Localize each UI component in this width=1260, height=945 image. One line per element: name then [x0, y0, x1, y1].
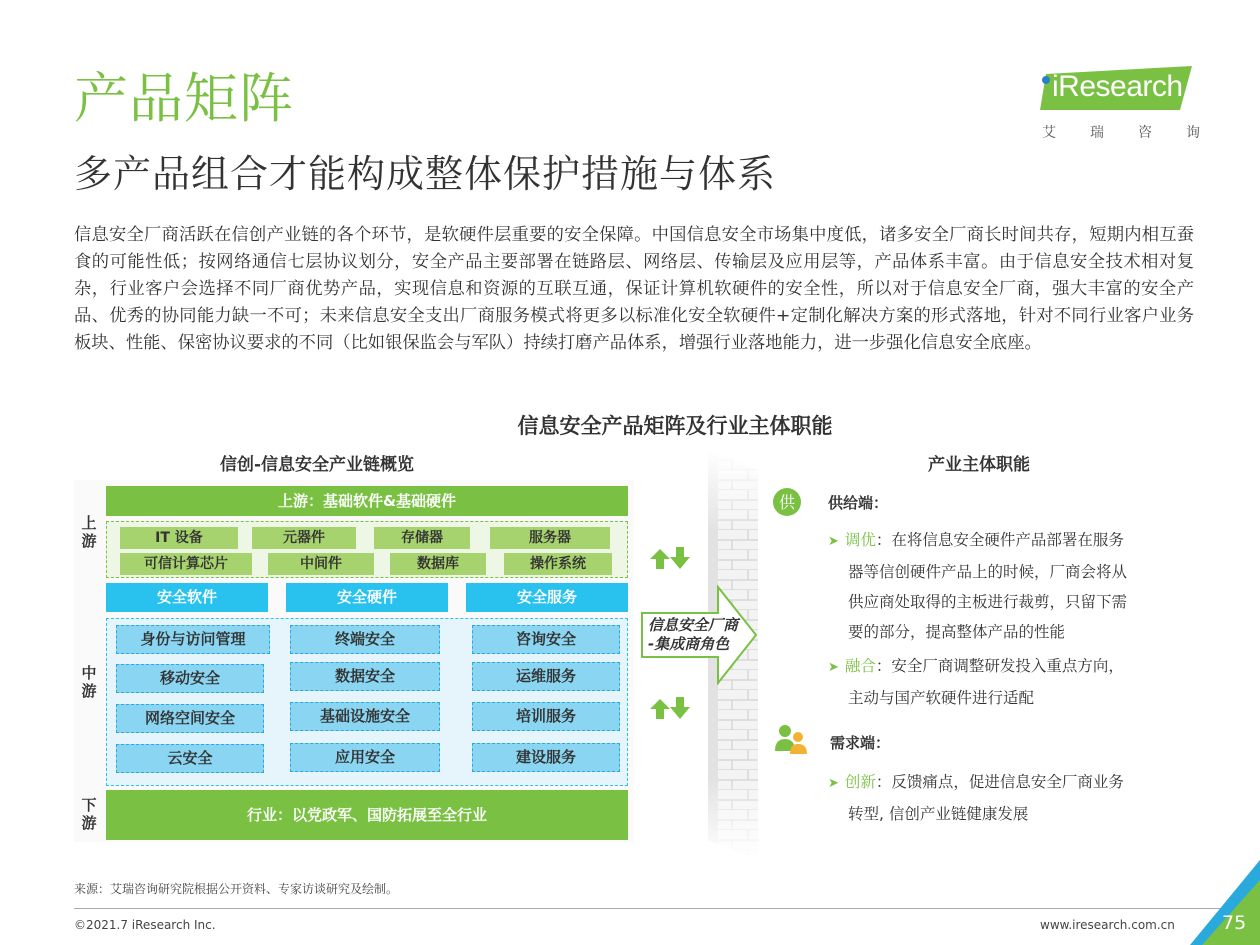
users-icon: [774, 723, 808, 755]
logo-cn-char: 咨: [1138, 125, 1152, 141]
logo-cn-text: [1042, 122, 1200, 142]
stage-label-down: [78, 796, 100, 832]
bullet-text: ：反馈痛点，促进信息安全厂商业务: [875, 773, 1124, 791]
role-label-line: -集成商角色: [648, 635, 730, 653]
security-service-item: 建设服务: [472, 743, 620, 772]
security-hardware-item: 应用安全: [290, 743, 440, 772]
copyright: ©2021.7 iResearch Inc.: [74, 918, 216, 932]
bullet-arrow-icon: ➤: [828, 776, 839, 791]
supply-icon-char: 供: [778, 493, 796, 512]
security-software-item: 移动安全: [116, 664, 264, 693]
security-service-item: 培训服务: [472, 702, 620, 731]
upstream-chip: IT 设备: [120, 527, 238, 549]
midstream-header-software: 安全软件: [106, 583, 268, 612]
website-link[interactable]: www.iresearch.com.cn: [1040, 918, 1175, 932]
bullet-text: 主动与国产软硬件进行适配: [848, 689, 1035, 707]
integrator-role-label: [648, 616, 738, 654]
upstream-chip: 操作系统: [504, 553, 612, 575]
bullet-arrow-icon: ➤: [828, 534, 839, 549]
upstream-chip: 服务器: [490, 527, 610, 549]
diagram-title: 信息安全产品矩阵及行业主体职能: [517, 414, 833, 438]
supply-bullet-integration: [828, 651, 1124, 713]
upstream-header: 上游：基础软件&基础硬件: [106, 486, 628, 516]
bidirectional-arrow-icon: [648, 545, 692, 571]
bullet-arrow-icon: ➤: [828, 660, 839, 675]
bullet-keyword: 调优: [844, 531, 876, 549]
upstream-chip: 存储器: [374, 527, 470, 549]
stage-label-up: [78, 514, 100, 550]
page-subtitle: 多产品组合才能构成整体保护措施与体系: [74, 152, 777, 196]
logo-brand-text: iResearch: [1052, 70, 1183, 103]
security-hardware-item: 数据安全: [290, 662, 440, 691]
midstream-header-hardware: 安全硬件: [286, 583, 448, 612]
security-service-item: 运维服务: [472, 662, 620, 691]
stage-down-text: 下游: [81, 796, 97, 832]
bullet-text: 供应商处取得的主板进行裁剪，只留下需: [848, 593, 1128, 611]
page-title: 产品矩阵: [74, 67, 294, 130]
demand-heading: 需求端：: [830, 734, 891, 752]
security-hardware-item: 基础设施安全: [290, 702, 440, 731]
bullet-text: ：在将信息安全硬件产品部署在服务: [875, 531, 1124, 549]
security-software-item: 云安全: [116, 744, 264, 773]
bullet-keyword: 创新: [844, 773, 876, 791]
stage-up-text: 上游: [81, 514, 97, 550]
upstream-chip: 元器件: [252, 527, 356, 549]
downstream-bar: 行业：以党政军、国防拓展至全行业: [106, 790, 628, 840]
upstream-chip: 数据库: [390, 553, 486, 575]
supply-bullet-tuning: [828, 525, 1127, 647]
bullet-keyword: 融合: [844, 657, 876, 675]
source-note: 来源：艾瑞咨询研究院根据公开资料、专家访谈研究及绘制。: [74, 882, 399, 896]
stage-label-mid: [78, 664, 100, 700]
logo-cn-char: 艾: [1042, 125, 1056, 141]
logo-cn-char: 询: [1186, 125, 1200, 141]
supply-icon: [772, 487, 802, 517]
midstream-header-services: 安全服务: [466, 583, 628, 612]
bullet-text: ：安全厂商调整研发投入重点方向，: [875, 657, 1124, 675]
security-hardware-item: 终端安全: [290, 625, 440, 654]
bullet-text: 器等信创硬件产品上的时候，厂商会将从: [848, 563, 1128, 581]
bullet-text: 要的部分，提高整体产品的性能: [848, 623, 1066, 641]
security-software-item: 网络空间安全: [116, 704, 264, 733]
demand-bullet-innovation: [828, 767, 1124, 829]
functions-title: 产业主体职能: [928, 455, 1030, 475]
intro-paragraph: 信息安全厂商活跃在信创产业链的各个环节，是软硬件层重要的安全保障。中国信息安全市场集中度低，诸多安全厂商长时间共存，短期内相互蚕食的可能性低；按网络通信七层协议划分，安全产品主要部署在链路层、网络层、传输层及应用层等，产品体系丰富。由于信息安全技术相对复杂，行业客户会选择不同厂商优势产品，实现信息和资源的互联互通，保证计算机软硬件的安全性，所以对于信息安全厂商，强大丰富的安全产品、优秀的协同能力缺一不可；未来信息安全支出厂商服务模式将更多以标准化安全软硬件+定制化解决方案的形式落地，针对不同行业客户业务板块、性能、保密协议要求的不同（比如银保监会与军队）持续打磨产品体系，增强行业落地能力，进一步强化信息安全底座。: [74, 225, 1194, 353]
security-software-item: 身份与访问管理: [116, 625, 270, 654]
bidirectional-arrow-icon: [648, 695, 692, 721]
logo-cn-char: 瑞: [1090, 125, 1104, 141]
role-label-line: 信息安全厂商: [648, 616, 739, 634]
iresearch-logo: [1040, 66, 1200, 146]
footer-divider: [74, 908, 1224, 909]
security-service-item: 咨询安全: [472, 625, 620, 654]
chain-overview-title: 信创-信息安全产业链概览: [220, 455, 415, 475]
supply-heading: 供给端：: [828, 494, 889, 512]
upstream-chip: 中间件: [268, 553, 374, 575]
upstream-chip: 可信计算芯片: [120, 553, 252, 575]
page-number: 75: [1222, 912, 1247, 934]
stage-mid-text: 中游: [81, 664, 97, 700]
bullet-text: 转型, 信创产业链健康发展: [848, 805, 1029, 823]
